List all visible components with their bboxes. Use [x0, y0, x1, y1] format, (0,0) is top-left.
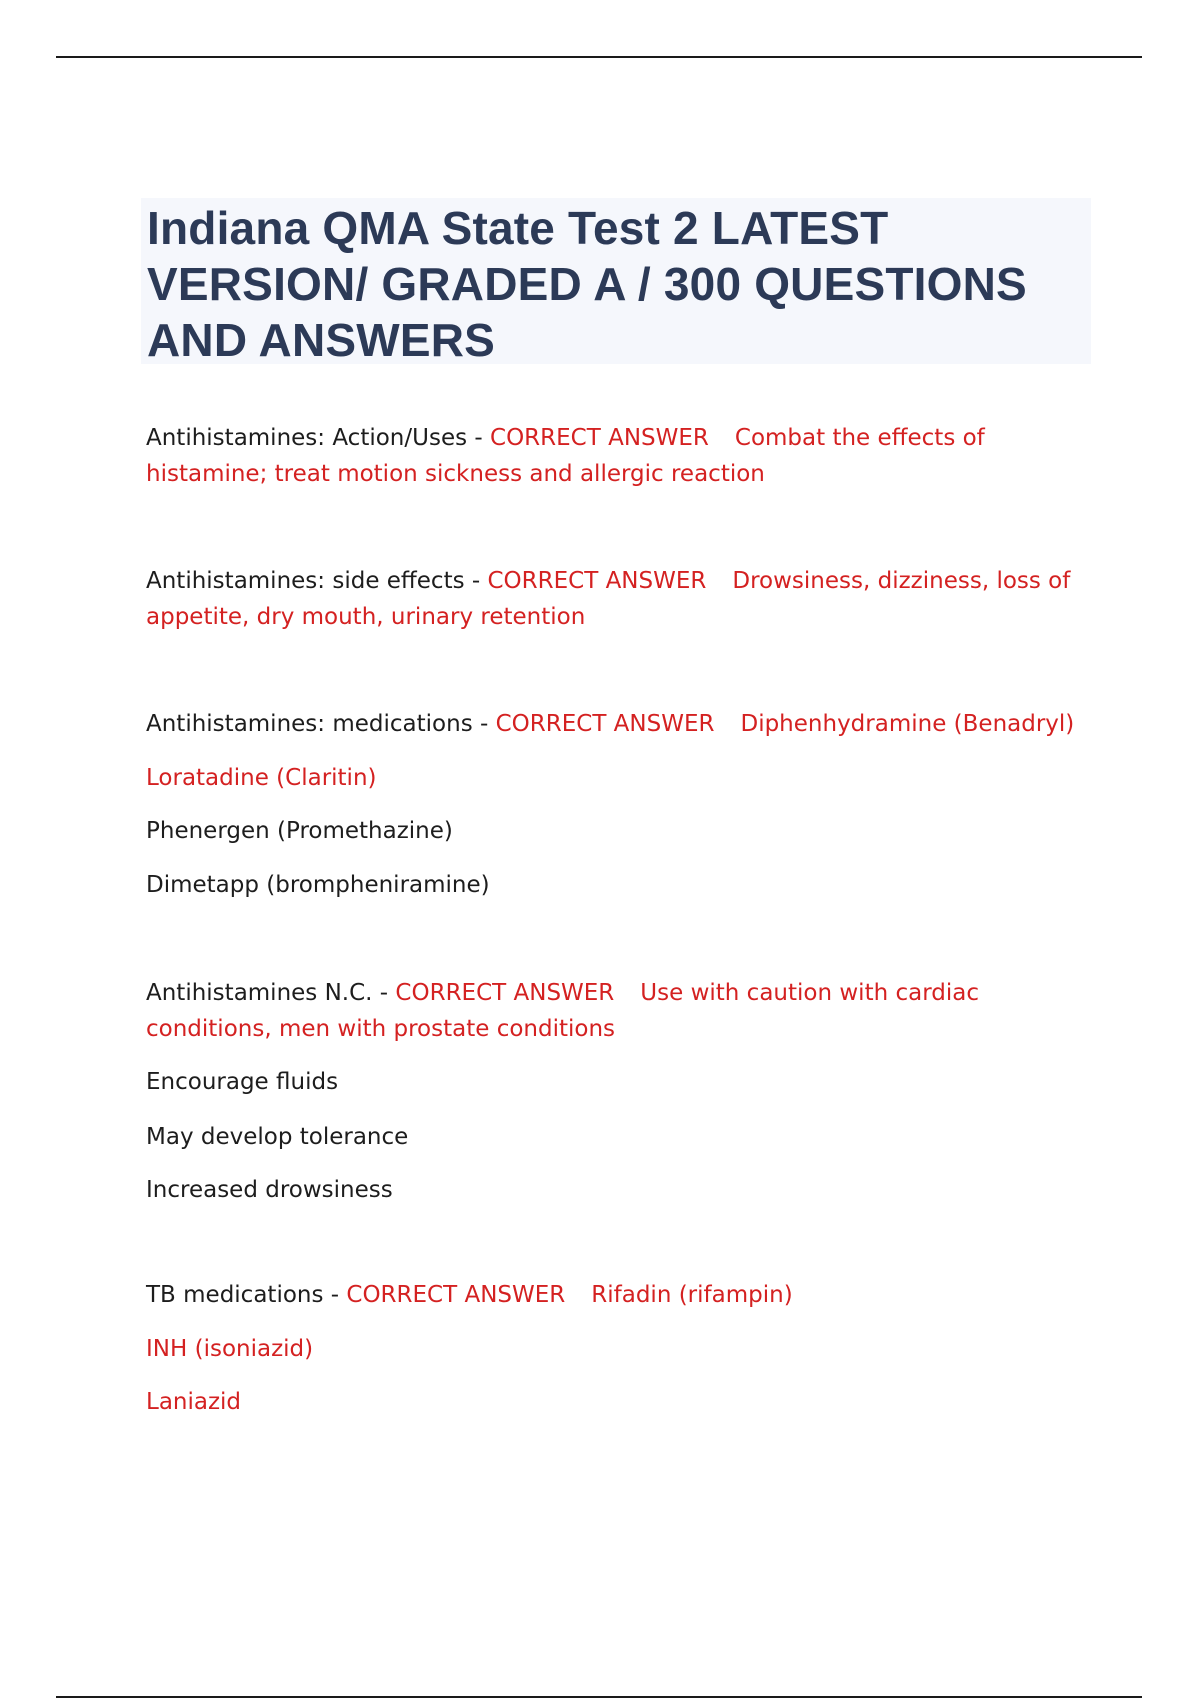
- qa-item: [146, 975, 1086, 1047]
- correct-answer-label: CORRECT ANSWER: [495, 711, 715, 737]
- top-rule: [56, 56, 1142, 58]
- bottom-rule: [56, 1696, 1142, 1698]
- answer-text: Combat the effects of: [734, 425, 985, 451]
- answer-text-continued: appetite, dry mouth, urinary retention: [146, 604, 586, 630]
- qa-item: [146, 563, 1086, 635]
- correct-answer-label: CORRECT ANSWER: [395, 980, 615, 1006]
- qa-item: [146, 1277, 1086, 1313]
- correct-answer-label: CORRECT ANSWER: [490, 425, 709, 451]
- answer-text: Use with caution with cardiac: [640, 980, 979, 1006]
- answer-list-item: Loratadine (Claritin): [146, 765, 377, 791]
- list-item: Phenergen (Promethazine): [146, 818, 453, 844]
- answer-text: Drowsiness, dizziness, loss of: [732, 568, 1071, 594]
- title-line: VERSION/ GRADED A / 300 QUESTIONS: [147, 258, 1027, 310]
- qa-item: [146, 706, 1086, 742]
- correct-answer-label: CORRECT ANSWER: [346, 1282, 566, 1308]
- question-text: Antihistamines: side effects -: [146, 568, 481, 594]
- answer-text: Diphenhydramine (Benadryl): [740, 711, 1075, 737]
- answer-text: Rifadin (rifampin): [591, 1282, 793, 1308]
- title-line: AND ANSWERS: [147, 314, 496, 366]
- correct-answer-label: CORRECT ANSWER: [487, 568, 707, 594]
- document-title: [147, 200, 1085, 368]
- list-item: Encourage fluids: [146, 1069, 339, 1095]
- answer-text-continued: histamine; treat motion sickness and allergic reaction: [146, 461, 765, 487]
- list-item: May develop tolerance: [146, 1124, 409, 1150]
- question-text: Antihistamines N.C. -: [146, 980, 389, 1006]
- question-text: Antihistamines: medications -: [146, 711, 489, 737]
- list-item: Increased drowsiness: [146, 1177, 393, 1203]
- question-text: Antihistamines: Action/Uses -: [146, 425, 483, 451]
- answer-list-item: INH (isoniazid): [146, 1336, 314, 1362]
- answer-text-continued: conditions, men with prostate conditions: [146, 1016, 616, 1042]
- list-item: Dimetapp (brompheniramine): [146, 872, 490, 898]
- answer-list-item: Laniazid: [146, 1389, 242, 1415]
- title-line: Indiana QMA State Test 2 LATEST: [147, 202, 889, 254]
- title-block: [141, 198, 1091, 364]
- qa-item: [146, 420, 1086, 492]
- question-text: TB medications -: [146, 1282, 340, 1308]
